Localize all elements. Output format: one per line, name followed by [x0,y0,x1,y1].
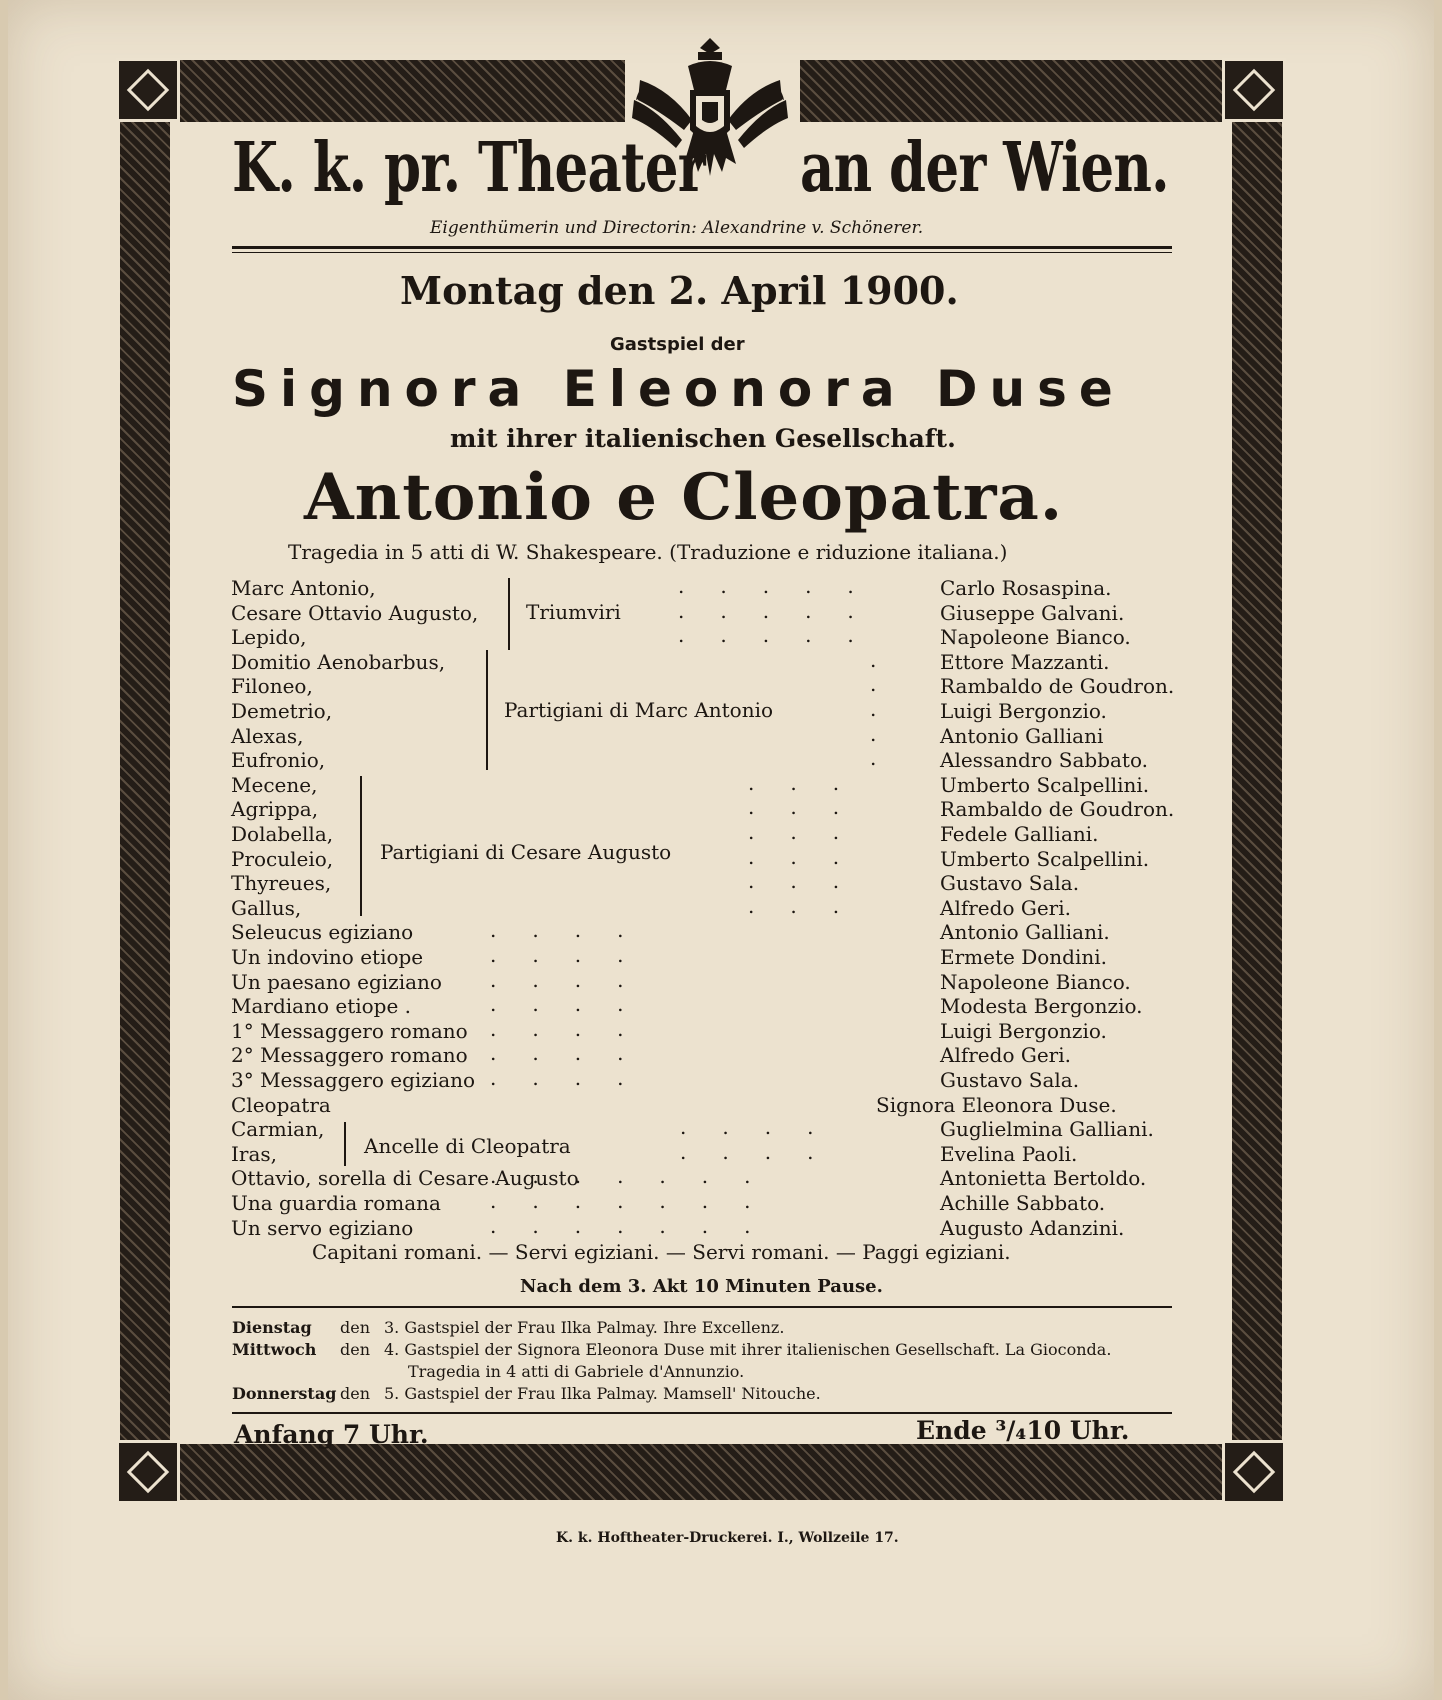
footer-rule [232,1412,1172,1414]
role-name: Alexas, [231,723,304,748]
border-left [120,60,170,1500]
actor-name: Ermete Dondini. [940,945,1107,969]
actor-name: Alfredo Geri. [940,1043,1071,1068]
brace-triumviri [508,578,510,650]
leader-dots: .... [490,1016,660,1041]
corner-ornament-bottom-right [1222,1440,1286,1504]
schedule-den: den [340,1384,371,1403]
leader-dots: ..... [678,574,890,598]
leader-dots: ... [748,844,876,869]
role-name: Dolabella, [231,822,334,846]
leader-dots: .... [490,992,660,1017]
end-time: Ende ³/₄10 Uhr. [916,1416,1130,1445]
actor-name: Gustavo Sala. [940,1068,1080,1092]
brace-ancelle [344,1122,346,1166]
actor-name: Umberto Scalpellini. [940,846,1150,871]
role-name: 3° Messaggero egiziano [231,1068,476,1092]
actor-name: Giuseppe Galvani. [940,600,1125,625]
actor-name: Napoleone Bianco. [940,969,1131,994]
role-name: Ottavio, sorella di Cesare Augusto [231,1166,579,1191]
role-name: Marc Antonio, [231,576,376,600]
actor-name: Carlo Rosaspina. [940,576,1112,600]
leader-dots: ... [748,893,876,918]
role-name: Demetrio, [231,699,333,723]
role-name: Una guardia romana [231,1191,441,1215]
schedule-day: Dienstag [232,1318,312,1337]
leader-dots: .... [490,943,660,967]
theatre-name-right: an der Wien. [800,128,1169,208]
brace-partigiani-cesare [360,776,362,916]
schedule-den: den [340,1340,371,1359]
schedule-text: 3. Gastspiel der Frau Ilka Palmay. Ihre Excellenz. [384,1318,785,1337]
actor-name: Luigi Bergonzio. [940,1018,1107,1043]
role-name: Proculeio, [231,846,334,871]
role-name: Lepido, [231,625,307,650]
schedule-text: 5. Gastspiel der Frau Ilka Palmay. Mamsell' Nitouche. [384,1384,821,1403]
leader-dots: ... [748,820,876,844]
header-rule [232,246,1172,249]
role-name: Seleucus egiziano [231,920,414,945]
actor-name: Umberto Scalpellini. [940,772,1150,797]
schedule-text: 4. Gastspiel der Signora Eleonora Duse mit ihrer italienischen Gesellschaft. La Gioconda. [384,1340,1112,1359]
role-name: Un paesano egiziano [231,969,442,994]
leader-dots: .... [490,1041,660,1066]
actor-name: Antonio Galliani. [940,920,1110,945]
actor-name: Evelina Paoli. [940,1141,1078,1166]
actor-name: Achille Sabbato. [940,1191,1106,1215]
theatre-name-left: K. k. pr. Theater [232,128,705,208]
actor-name: Alessandro Sabbato. [940,748,1149,773]
guest-name: Signora Eleonora Duse [232,360,1125,418]
company-line: mit ihrer italienischen Gesellschaft. [450,424,956,453]
schedule-text: Tragedia in 4 atti di Gabriele d'Annunzio. [408,1362,745,1381]
actor-name: Antonietta Bertoldo. [940,1166,1147,1191]
schedule-day: Donnerstag [232,1384,337,1403]
leader-dots: . [870,697,913,721]
leader-dots: ... [748,869,876,894]
border-bottom [120,1444,1282,1500]
play-subtitle: Tragedia in 5 atti di W. Shakespeare. (Traduzione e riduzione italiana.) [288,540,1008,564]
actor-name: Modesta Bergonzio. [940,994,1143,1019]
leader-dots: . [870,647,913,672]
leader-dots: .... [490,967,660,992]
group-ancelle: Ancelle di Cleopatra [364,1134,571,1158]
leader-dots: . [870,672,913,697]
border-top-right [800,60,1280,122]
role-name: 2° Messaggero romano [231,1043,468,1068]
actor-name: Ettore Mazzanti. [940,649,1110,674]
group-partigiani-marc: Partigiani di Marc Antonio [504,698,774,722]
role-name: Filoneo, [231,674,313,699]
leader-dots: ....... [490,1213,787,1238]
group-triumviri: Triumviri [526,600,621,624]
leader-dots: ... [748,770,876,795]
performance-date: Montag den 2. April 1900. [400,268,959,313]
actor-name: Rambaldo de Goudron. [940,797,1175,822]
role-name: Eufronio, [231,748,326,773]
actor-name: Guglielmina Galliani. [940,1117,1154,1142]
role-name: Domitio Aenobarbus, [231,649,446,674]
schedule-day: Mittwoch [232,1340,317,1359]
leader-dots: .... [680,1115,850,1140]
role-name: Iras, [231,1141,278,1166]
extras-line: Capitani romani. — Servi egiziani. — Servi romani. — Paggi egiziani. [312,1240,1011,1264]
role-name: Mecene, [231,772,318,797]
brace-partigiani-marc [486,650,488,770]
leader-dots: ..... [678,598,890,623]
actor-name: Antonio Galliani [940,723,1104,748]
gastspiel-label: Gastspiel der [610,334,745,355]
group-partigiani-cesare: Partigiani di Cesare Augusto [380,840,672,864]
pause-note: Nach dem 3. Akt 10 Minuten Pause. [520,1276,883,1297]
schedule-rule [232,1306,1172,1308]
actor-name: Luigi Bergonzio. [940,699,1107,723]
actor-name: Augusto Adanzini. [940,1215,1125,1240]
leader-dots: . [870,746,913,771]
border-top-left [120,60,625,122]
border-right [1232,60,1282,1500]
role-name: Un servo egiziano [231,1215,414,1240]
actor-name: Alfredo Geri. [940,895,1071,920]
role-name: Mardiano etiope . [231,994,412,1019]
leader-dots: ... [748,795,876,820]
role-name: 1° Messaggero romano [231,1018,468,1043]
role-name: Thyreues, [231,871,332,896]
ownership-line: Eigenthümerin und Directorin: Alexandrine v. Schönerer. [430,218,924,238]
actor-name: Rambaldo de Goudron. [940,674,1175,699]
leader-dots: ....... [490,1189,787,1213]
leader-dots: . [870,721,913,746]
header-rule-thin [232,252,1172,253]
printer-imprint: K. k. Hoftheater-Druckerei. I., Wollzeile 17. [556,1530,899,1546]
start-time: Anfang 7 Uhr. [234,1420,429,1449]
play-title: Antonio e Cleopatra. [304,460,1064,535]
role-name: Agrippa, [231,797,319,822]
role-name: Un indovino etiope [231,945,424,969]
corner-ornament-bottom-left [116,1440,180,1504]
actor-name: Gustavo Sala. [940,871,1080,896]
leader-dots: .... [680,1139,850,1164]
leader-dots: .... [490,1066,660,1090]
leader-dots: .... [490,918,660,943]
corner-ornament-top-right [1222,58,1286,122]
leader-dots: ....... [490,1164,787,1189]
actor-name: Napoleone Bianco. [940,625,1131,650]
role-name: Carmian, [231,1117,325,1142]
leader-dots: ..... [678,623,890,648]
actor-name: Signora Eleonora Duse. [876,1092,1117,1117]
role-name: Gallus, [231,895,302,920]
role-name: Cesare Ottavio Augusto, [231,600,479,625]
corner-ornament-top-left [116,58,180,122]
actor-name: Fedele Galliani. [940,822,1099,846]
schedule-den: den [340,1318,371,1337]
role-name: Cleopatra [231,1092,331,1117]
